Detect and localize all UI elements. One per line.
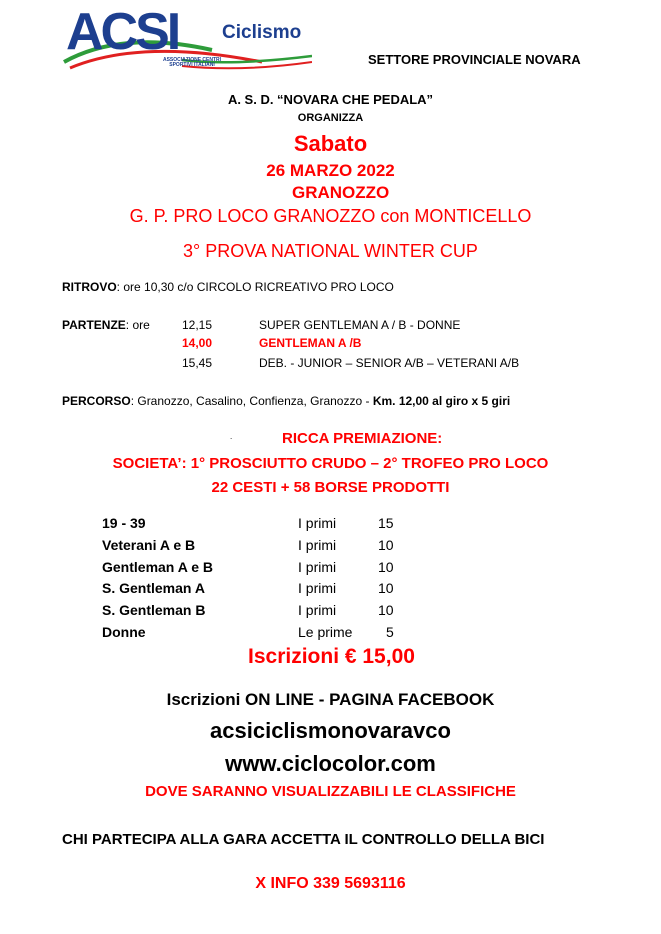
stray-dot: . xyxy=(230,432,233,441)
premiazione-societa: SOCIETA’: 1° PROSCIUTTO CRUDO – 2° TROFEO PRO LOCO xyxy=(112,455,549,472)
event-day: Sabato xyxy=(293,131,368,156)
event-date: 26 MARZO 2022 xyxy=(266,161,395,180)
start-time: 14,00 xyxy=(182,336,213,350)
start-time: 15,45 xyxy=(182,356,213,370)
partenze-label: PARTENZE xyxy=(62,318,126,332)
organizza-label: ORGANIZZA xyxy=(297,112,364,124)
prize-category: Veterani A e B xyxy=(102,537,196,553)
prize-count: 10 xyxy=(378,559,394,575)
prize-label: I primi xyxy=(298,559,337,575)
bike-control-notice: CHI PARTECIPA ALLA GARA ACCETTA IL CONTROLLO DELLA BICI xyxy=(62,831,545,848)
start-categories: SUPER GENTLEMAN A / B - DONNE xyxy=(259,318,461,332)
info-phone: X INFO 339 5693116 xyxy=(255,875,406,892)
prize-category: 19 - 39 xyxy=(102,515,146,531)
event-title: G. P. PRO LOCO GRANOZZO con MONTICELLO xyxy=(129,206,532,226)
prize-label: I primi xyxy=(298,602,337,618)
results-note: DOVE SARANNO VISUALIZZABILI LE CLASSIFICHE xyxy=(145,783,516,800)
prize-category: Gentleman A e B xyxy=(102,559,213,575)
settore-heading: SETTORE PROVINCIALE NOVARA xyxy=(368,52,581,67)
percorso-label: PERCORSO xyxy=(62,394,131,408)
registration-fee: Iscrizioni € 15,00 xyxy=(248,645,415,668)
prize-count: 10 xyxy=(378,580,394,596)
registration-online: Iscrizioni ON LINE - PAGINA FACEBOOK xyxy=(166,690,495,709)
start-categories: GENTLEMAN A /B xyxy=(259,336,362,350)
prize-category: S. Gentleman A xyxy=(102,580,205,596)
prize-count: 10 xyxy=(378,602,394,618)
facebook-page: acsiciclismonovaravco xyxy=(210,718,451,743)
acsi-logo xyxy=(62,3,322,70)
ritrovo-text: : ore 10,30 c/o CIRCOLO RICREATIVO PRO LOCO xyxy=(116,280,394,294)
premiazione-title: RICCA PREMIAZIONE: xyxy=(282,430,443,447)
partenze-sep: : ore xyxy=(125,318,150,332)
percorso-line xyxy=(62,394,510,408)
organizer-name: A. S. D. “NOVARA CHE PEDALA” xyxy=(227,92,434,107)
logo-brand: ACSI xyxy=(66,3,179,61)
prize-count: 5 xyxy=(386,624,394,640)
logo-name: Ciclismo xyxy=(222,22,302,43)
logo-subtitle: ASSOCIAZIONE CENTRI SPORTIVI ITALIANI xyxy=(162,57,222,68)
prize-label: I primi xyxy=(298,580,337,596)
event-place: GRANOZZO xyxy=(292,183,390,202)
prize-label: I primi xyxy=(298,537,337,553)
prize-count: 10 xyxy=(378,537,394,553)
prize-category: S. Gentleman B xyxy=(102,602,206,618)
website-link: www.ciclocolor.com xyxy=(225,751,436,776)
premiazione-extra: 22 CESTI + 58 BORSE PRODOTTI xyxy=(211,479,450,496)
ritrovo-label: RITROVO xyxy=(62,280,117,294)
prize-count: 15 xyxy=(378,515,394,531)
percorso-distance: Km. 12,00 al giro x 5 giri xyxy=(372,394,511,408)
percorso-text: : Granozzo, Casalino, Confienza, Granozzo - xyxy=(130,394,373,408)
prize-category: Donne xyxy=(102,624,146,640)
prize-label: I primi xyxy=(298,515,337,531)
event-round: 3° PROVA NATIONAL WINTER CUP xyxy=(183,241,478,261)
partenze-label-line xyxy=(62,318,150,332)
start-categories: DEB. - JUNIOR – SENIOR A/B – VETERANI A/B xyxy=(259,356,520,370)
start-time: 12,15 xyxy=(182,318,213,332)
ritrovo-line xyxy=(62,280,394,294)
prize-label: Le prime xyxy=(298,624,353,640)
